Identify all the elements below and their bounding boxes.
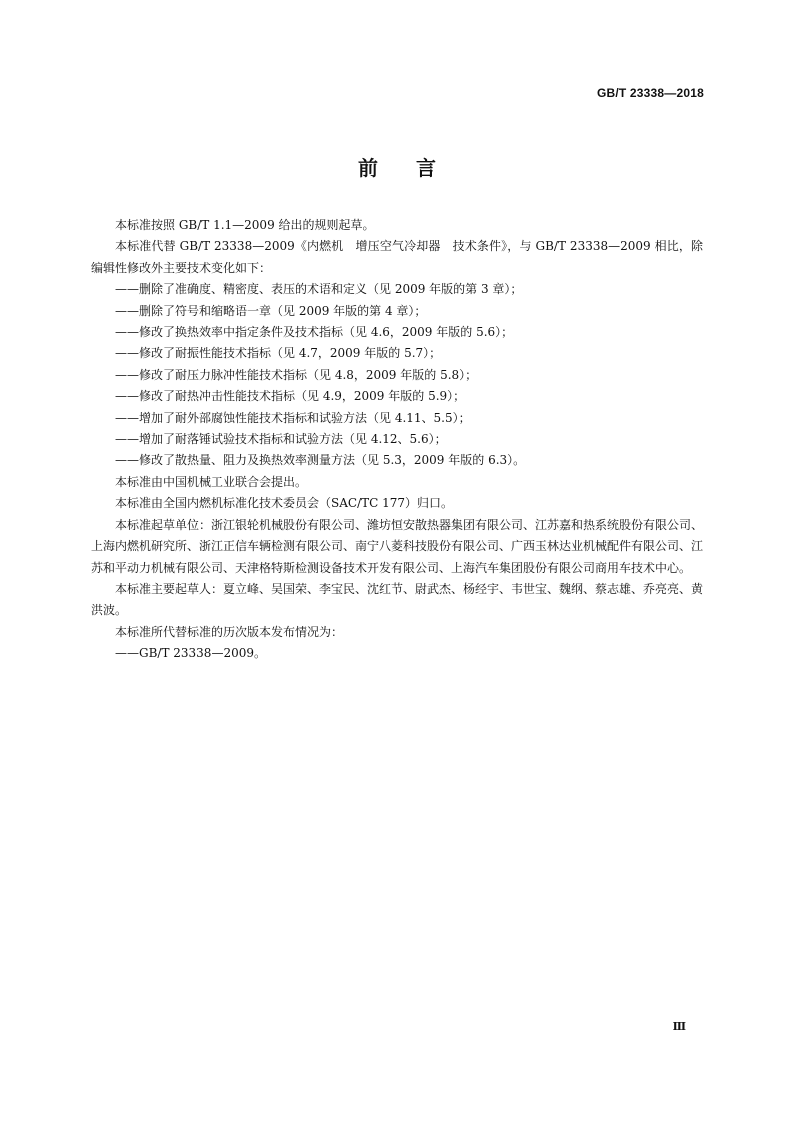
change-item: ——修改了换热效率中指定条件及技术指标（见 4.6，2009 年版的 5.6）；	[115, 325, 514, 340]
paragraph-drafters: 本标准主要起草人：夏立峰、吴国荣、李宝民、沈红节、尉武杰、杨经宇、韦世宝、魏纲、蔡志雄、乔亮亮、黄洪波。	[91, 581, 704, 618]
change-item: ——删除了符号和缩略语一章（见 2009 年版的第 4 章）；	[115, 303, 427, 318]
change-item: ——增加了耐落锤试验技术指标和试验方法（见 4.12、5.6）；	[115, 432, 447, 447]
paragraph-proposer: 本标准由中国机械工业联合会提出。	[115, 474, 308, 489]
history-item: ——GB/T 23338—2009。	[115, 646, 266, 661]
change-item: ——修改了散热量、阻力及换热效率测量方法（见 5.3，2009 年版的 6.3）。	[115, 453, 526, 468]
page-number: Ⅲ	[672, 1020, 686, 1033]
paragraph-replacement: 本标准代替 GB/T 23338—2009《内燃机 增压空气冷却器 技术条件》，与 GB/T 23338—2009 相比，除编辑性修改外主要技术变化如下：	[91, 239, 703, 275]
change-item: ——修改了耐振性能技术指标（见 4.7，2009 年版的 5.7）；	[115, 346, 442, 361]
change-item: ——删除了准确度、精密度、表压的术语和定义（见 2009 年版的第 3 章）；	[115, 282, 523, 297]
paragraph-drafting-units: 本标准起草单位：浙江银轮机械股份有限公司、潍坊恒安散热器集团有限公司、江苏嘉和热系统股份有限公司、上海内燃机研究所、浙江正信车辆检测有限公司、南宁八菱科技股份有限公司、广西玉林达业机械配件有限公司、江苏和平动力机械有限公司、天津格特斯检测设备技术开发有限公司、上海汽车集团股份有限公司商用车技术中心。	[91, 517, 704, 575]
change-item: ——修改了耐压力脉冲性能技术指标（见 4.8，2009 年版的 5.8）；	[115, 367, 478, 382]
paragraph-drafting-rules: 本标准按照 GB/T 1.1—2009 给出的规则起草。	[115, 218, 375, 232]
change-item: ——增加了耐外部腐蚀性能技术指标和试验方法（见 4.11、5.5）；	[115, 410, 471, 425]
change-item: ——修改了耐热冲击性能技术指标（见 4.9，2009 年版的 5.9）；	[115, 389, 466, 404]
paragraph-committee: 本标准由全国内燃机标准化技术委员会（SAC/TC 177）归口。	[115, 496, 454, 511]
standard-code: GB/T 23338—2018	[596, 86, 704, 100]
paragraph-history: 本标准所代替标准的历次版本发布情况为：	[115, 624, 344, 639]
page-title: 前言	[358, 156, 474, 180]
foreword-body	[91, 215, 703, 665]
